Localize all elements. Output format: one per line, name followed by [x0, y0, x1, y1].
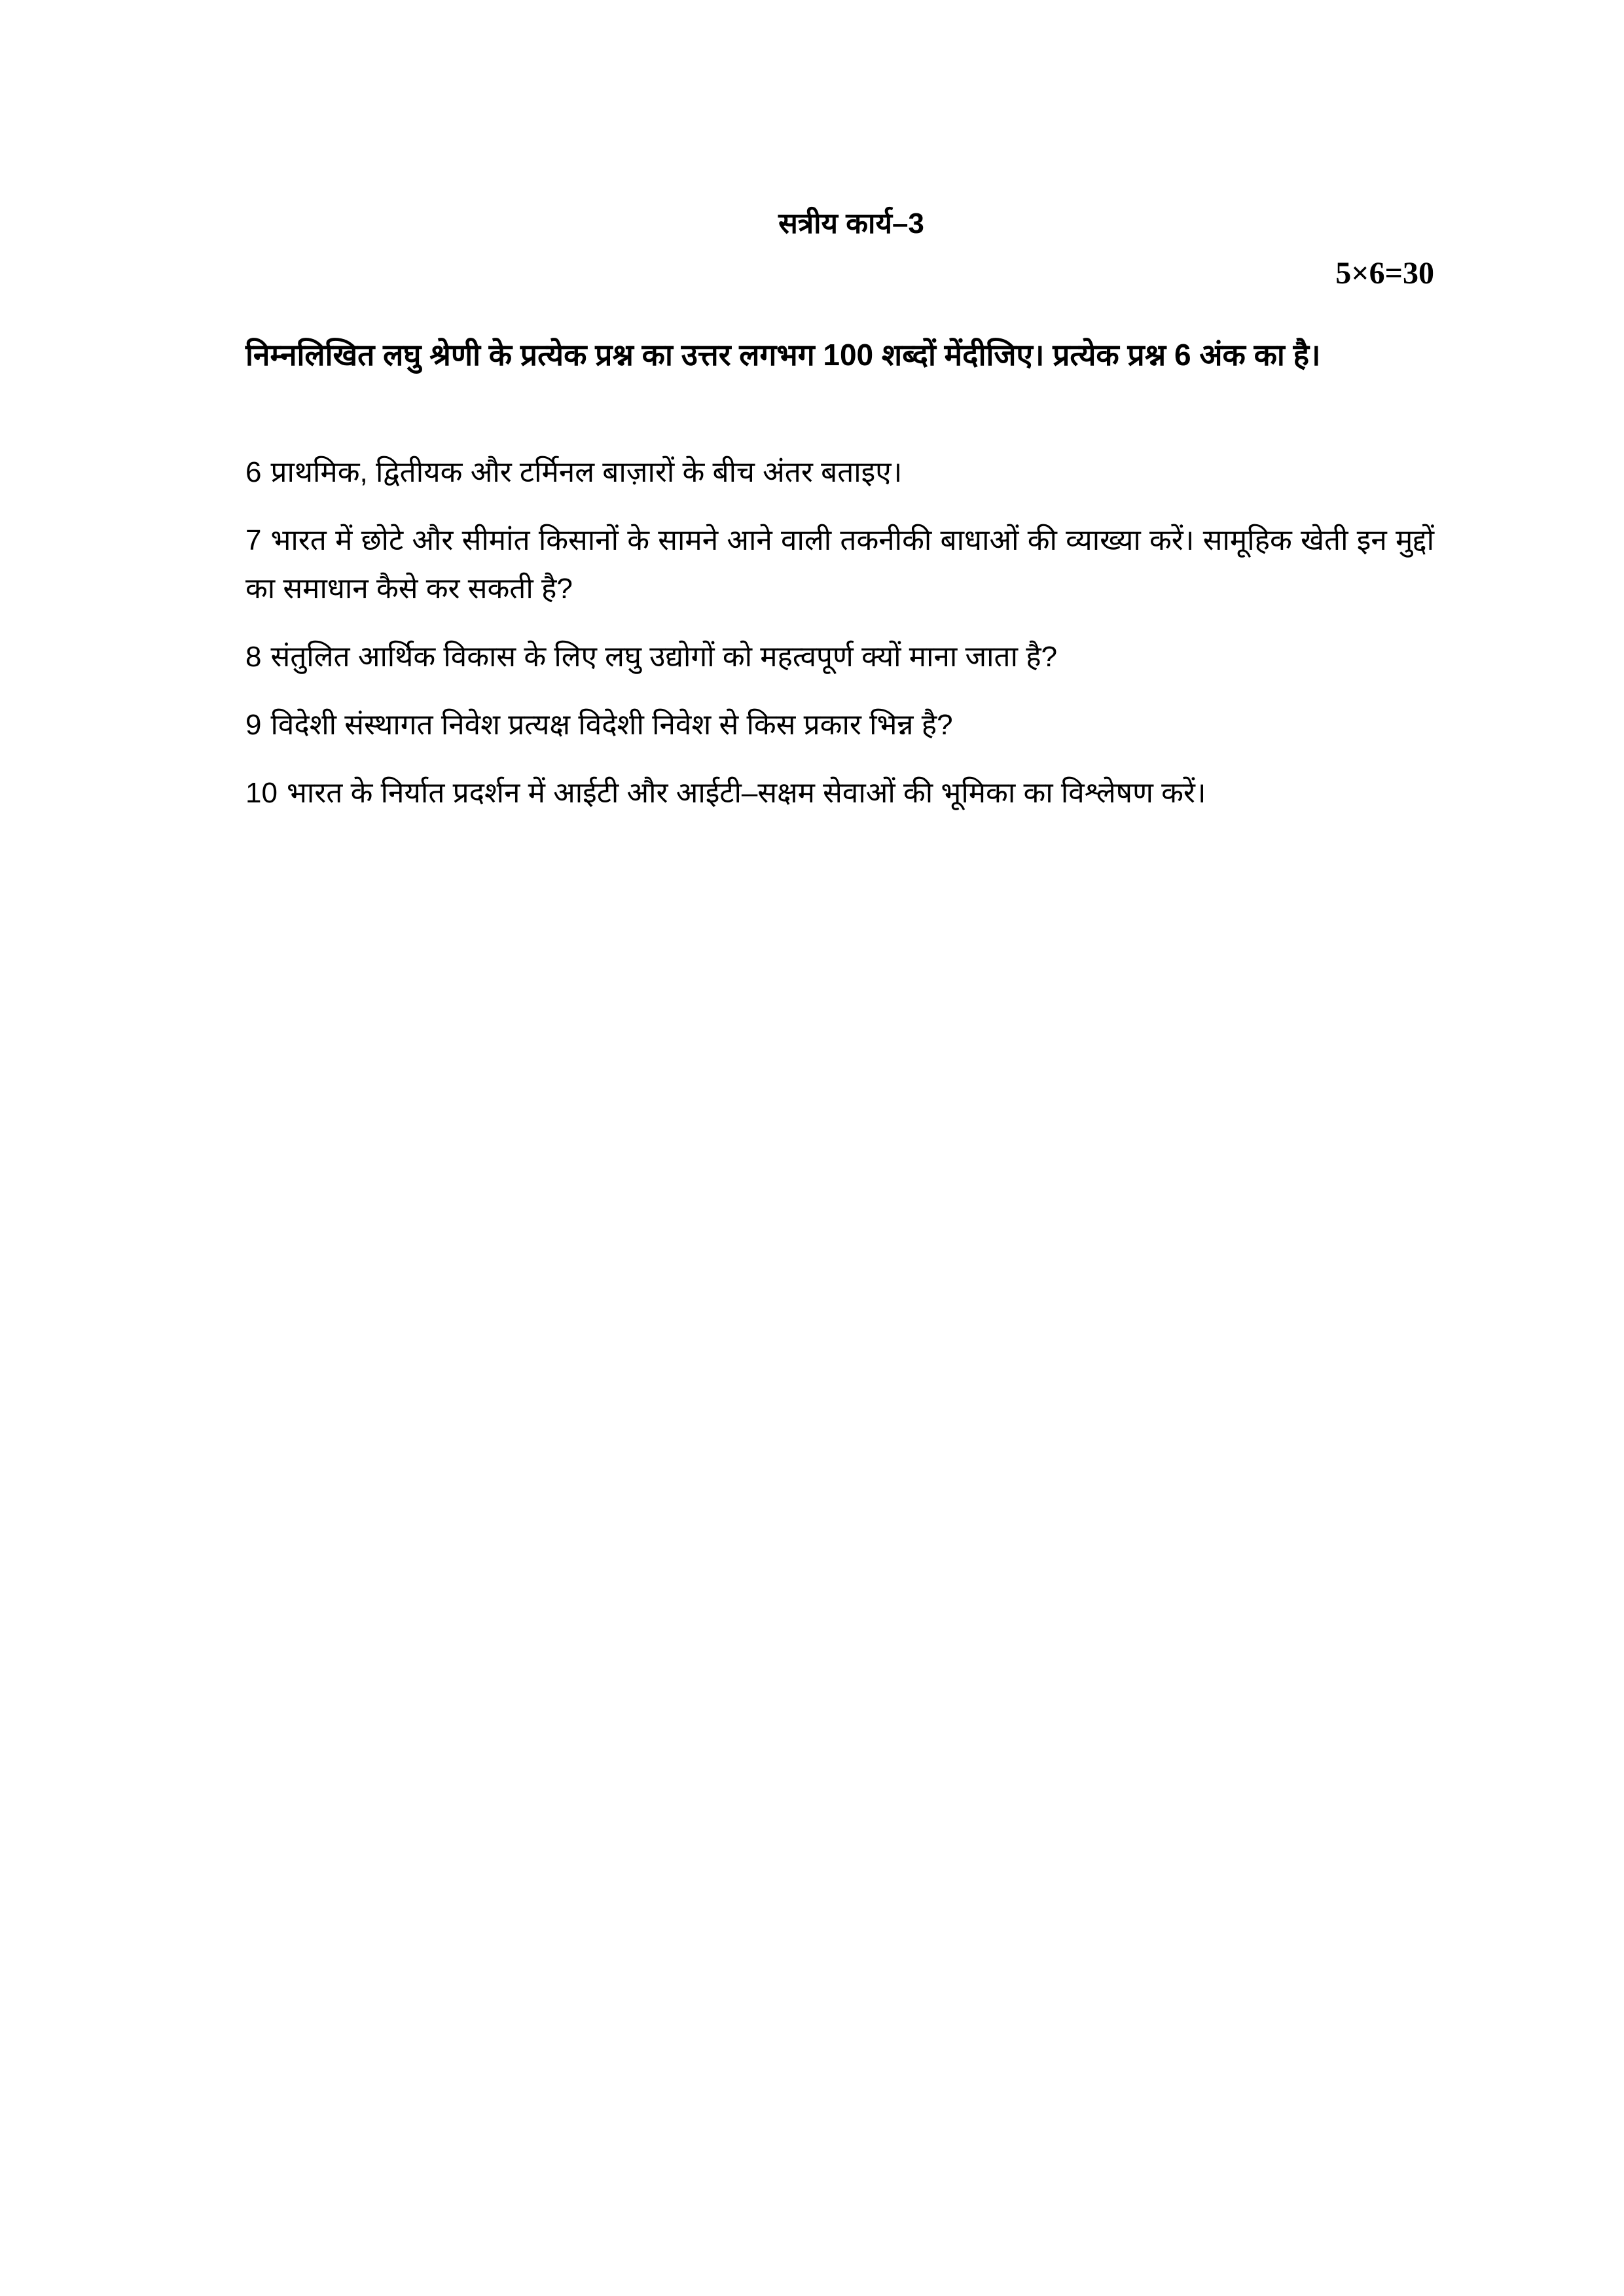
question-text: विदेशी संस्थागत निवेश प्रत्यक्ष विदेशी निवेश से किस प्रकार भिन्न है? [270, 709, 953, 741]
question-number: 10 [245, 777, 278, 809]
question-item [245, 448, 1434, 497]
question-text: संतुलित आर्थिक विकास के लिए लघु उद्योगों को महत्वपूर्ण क्यों माना जाता है? [270, 641, 1058, 673]
question-number: 6 [245, 456, 262, 488]
question-text: भारत में छोटे और सीमांत किसानों के सामने आने वाली तकनीकी बाधाओं की व्याख्या करें। सामूहिक खेती इन मुद्दों का समाधान कैसे कर सकती है? [245, 524, 1434, 605]
instructions-text: निम्नलिखित लघु श्रेणी के प्रत्येक प्रश्न का उत्तर लगभग 100 शब्दों मेंदीजिए। प्रत्येक प्रश्न 6 अंक का है। [245, 338, 1321, 372]
question-list [245, 448, 1434, 837]
question-text: भारत के निर्यात प्रदर्शन में आईटी और आईटी–सक्षम सेवाओं की भूमिका का विश्लेषण करें। [286, 777, 1206, 809]
assignment-title: सत्रीय कार्य–3 [778, 207, 924, 240]
question-item [245, 516, 1434, 613]
question-number: 8 [245, 641, 262, 673]
question-item [245, 769, 1434, 817]
question-number: 7 [245, 524, 262, 556]
question-item [245, 701, 1434, 749]
question-text: प्राथमिक, द्वितीयक और टर्मिनल बाज़ारों के बीच अंतर बताइए। [270, 456, 903, 488]
marks-scheme: 5×6=30 [1335, 256, 1434, 291]
question-item [245, 633, 1434, 681]
question-number: 9 [245, 709, 262, 741]
